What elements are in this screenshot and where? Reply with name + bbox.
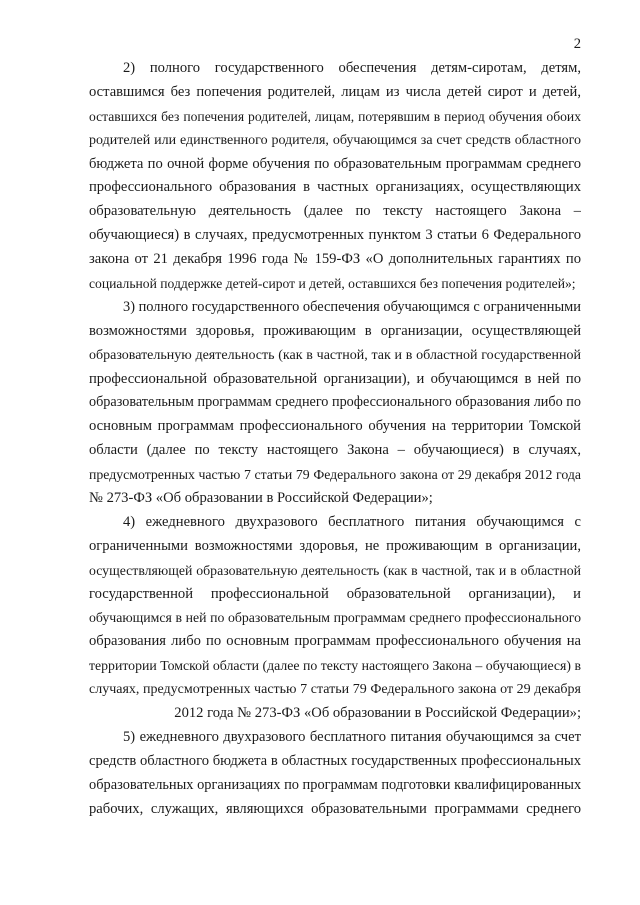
text-line: оставшихся без попечения родителей, лицам, потерявшим в период обучения обоих (89, 108, 581, 124)
text-line: родителей или единственного родителя, обучающимся за счет средств областного (89, 132, 581, 148)
text-line: социальной поддержке детей-сирот и детей, оставшихся без попечения родителей»; (89, 276, 576, 292)
text-line: предусмотренных частью 7 статьи 79 Федерального закона от 29 декабря 2012 года (89, 467, 581, 483)
text-line: государственной профессиональной образовательной организации), и (89, 585, 581, 602)
text-line: случаях, предусмотренных частью 7 статьи 79 Федерального закона от 29 декабря (89, 682, 581, 698)
text-line: средств областного бюджета в областных государственных профессиональных (89, 752, 581, 769)
text-line: основным программам профессионального обучения на территории Томской (89, 418, 581, 435)
text-line: рабочих, служащих, являющихся образовательными программами среднего (89, 800, 581, 817)
document-body (89, 57, 581, 822)
text-line: образовательных организациях по программам подготовки квалифицированных (89, 776, 581, 793)
text-line: обучающиеся) в случаях, предусмотренных пунктом 3 статьи 6 Федерального (89, 227, 581, 244)
text-line: образования либо по основным программам профессионального обучения на (89, 633, 581, 650)
text-line: 5) ежедневного двухразового бесплатного питания обучающимся за счет (123, 728, 581, 745)
text-line: 2012 года № 273-ФЗ «Об образовании в Российской Федерации»; (174, 705, 581, 722)
text-line: оставшимся без попечения родителей, лицам из числа детей сирот и детей, (89, 83, 581, 100)
text-line: № 273-ФЗ «Об образовании в Российской Федерации»; (89, 490, 433, 507)
text-line: 4) ежедневного двухразового бесплатного питания обучающимся с (123, 513, 581, 530)
text-line: образовательную деятельность (как в частной, так и в областной государственной (89, 347, 581, 363)
text-line: обучающимся в ней по образовательным программам среднего профессионального (89, 610, 581, 626)
paragraph-item-2 (89, 57, 581, 296)
text-line: 2) полного государственного обеспечения детям-сиротам, детям, (123, 60, 581, 76)
text-line: области (далее по тексту настоящего Закона – обучающиеся) в случаях, (89, 442, 581, 459)
text-line: осуществляющей образовательную деятельность (как в частной, так и в областной (89, 562, 581, 578)
text-line: профессионального образования в частных организациях, осуществляющих (89, 179, 581, 196)
text-line: бюджета по очной форме обучения по образовательным программам среднего (89, 155, 581, 172)
paragraph-item-3 (89, 296, 581, 511)
page-number: 2 (573, 36, 581, 52)
text-line: 3) полного государственного обеспечения обучающимся с ограниченными (123, 298, 581, 315)
text-line: ограниченными возможностями здоровья, не проживающим в организации, (89, 537, 581, 554)
text-line: профессиональной образовательной организации), и обучающимся в ней по (89, 370, 581, 387)
text-line: образовательную деятельность (далее по тексту настоящего Закона – (89, 203, 581, 220)
text-line: закона от 21 декабря 1996 года № 159-ФЗ «О дополнительных гарантиях по (89, 251, 581, 268)
paragraph-item-5 (89, 726, 581, 822)
paragraph-item-4 (89, 511, 581, 726)
text-line: возможностями здоровья, проживающим в организации, осуществляющей (89, 322, 581, 339)
text-line: территории Томской области (далее по тексту настоящего Закона – обучающиеся) в (89, 658, 581, 674)
text-line: образовательным программам среднего профессионального образования либо по (89, 394, 581, 411)
